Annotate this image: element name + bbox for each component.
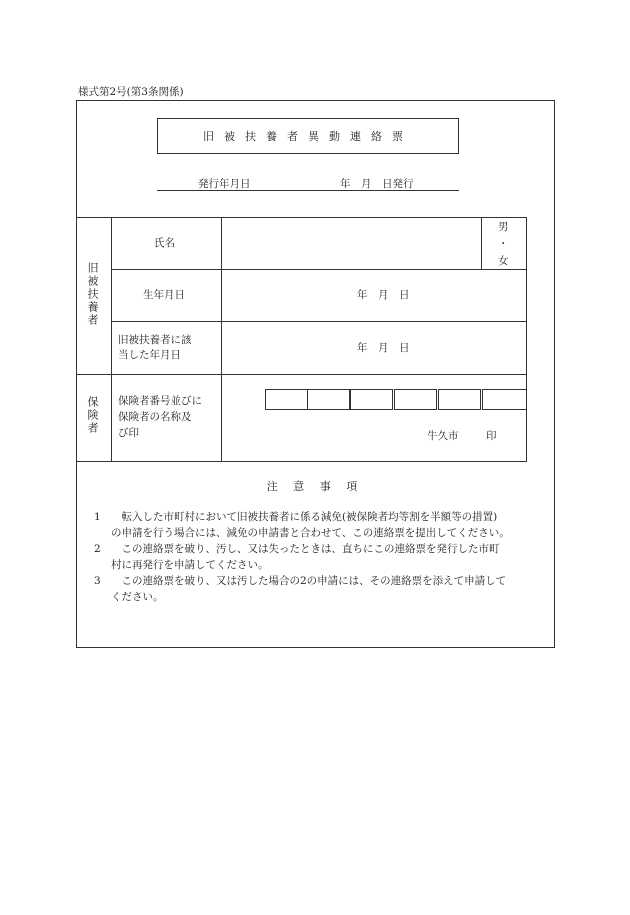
insurer-section-label: 保険者 [86,396,99,435]
dependent-date-field[interactable]: 年 月 日 [357,342,410,354]
note-1-number: 1 [94,511,101,523]
note-3-line1: この連絡票を破り、又は汚した場合の2の申請には、その連絡票を添えて申請して [111,575,507,587]
insurer-seal-mark: 印 [486,430,497,442]
insurer-label-line3: び印 [118,427,139,439]
gender-col-line [481,217,482,269]
form-number-label: 様式第2号(第3条関係) [78,86,184,98]
issue-date-label: 発行年月日 [198,178,251,190]
note-1-line2: の申請を行う場合には、減免の申請書と合わせて、この連絡票を提出してください。 [111,527,510,539]
name-label: 氏名 [154,237,175,249]
issue-date-value: 年 月 日発行 [340,178,414,190]
insurer-number-box-6[interactable] [482,389,527,410]
table-right-line [526,217,527,461]
note-2-line1: この連絡票を破り、汚し、又は失ったときは、直ちにこの連絡票を発行した市町 [111,543,500,555]
insurer-number-box-2[interactable] [307,389,350,410]
insurer-city-name: 牛久市 [427,430,459,442]
insurer-number-box-4[interactable] [394,389,437,410]
dependent-date-label-line2: 当した年月日 [118,349,181,361]
gender-male[interactable]: 男 [498,221,509,233]
gender-separator: ・ [498,238,509,250]
form-title: 旧被扶養者異動連絡票 [157,118,459,154]
dependent-date-label-line1: 旧被扶養者に該 [118,334,192,346]
note-2-number: 2 [94,543,101,555]
table-row-line-3 [76,374,527,375]
insurer-number-box-3[interactable] [350,389,393,410]
notes-title: 注 意 事 項 [266,480,364,493]
insurer-number-box-5[interactable] [438,389,481,410]
table-bottom-line [76,461,527,462]
note-3-number: 3 [94,575,101,587]
note-2-line2: 村に再発行を申請してください。 [111,559,269,571]
note-3-line2: ください。 [111,591,164,603]
gender-female[interactable]: 女 [498,255,509,267]
insurer-label-line2: 保険者の名称及 [118,411,192,423]
former-dependent-section-label: 旧被扶養者 [86,262,99,327]
birth-date-label: 生年月日 [143,289,185,301]
insurer-number-box-1[interactable] [265,389,308,410]
issue-date-underline [157,190,459,191]
note-1-line1: 転入した市町村において旧被扶養者に係る減免(被保険者均等割を半額等の措置) [111,511,498,523]
table-col-line-1 [111,217,112,461]
table-row-line-1 [111,269,527,270]
table-row-line-2 [111,321,527,322]
name-field[interactable] [222,218,480,269]
birth-date-field[interactable]: 年 月 日 [357,289,410,301]
insurer-label-line1: 保険者番号並びに [118,395,202,407]
